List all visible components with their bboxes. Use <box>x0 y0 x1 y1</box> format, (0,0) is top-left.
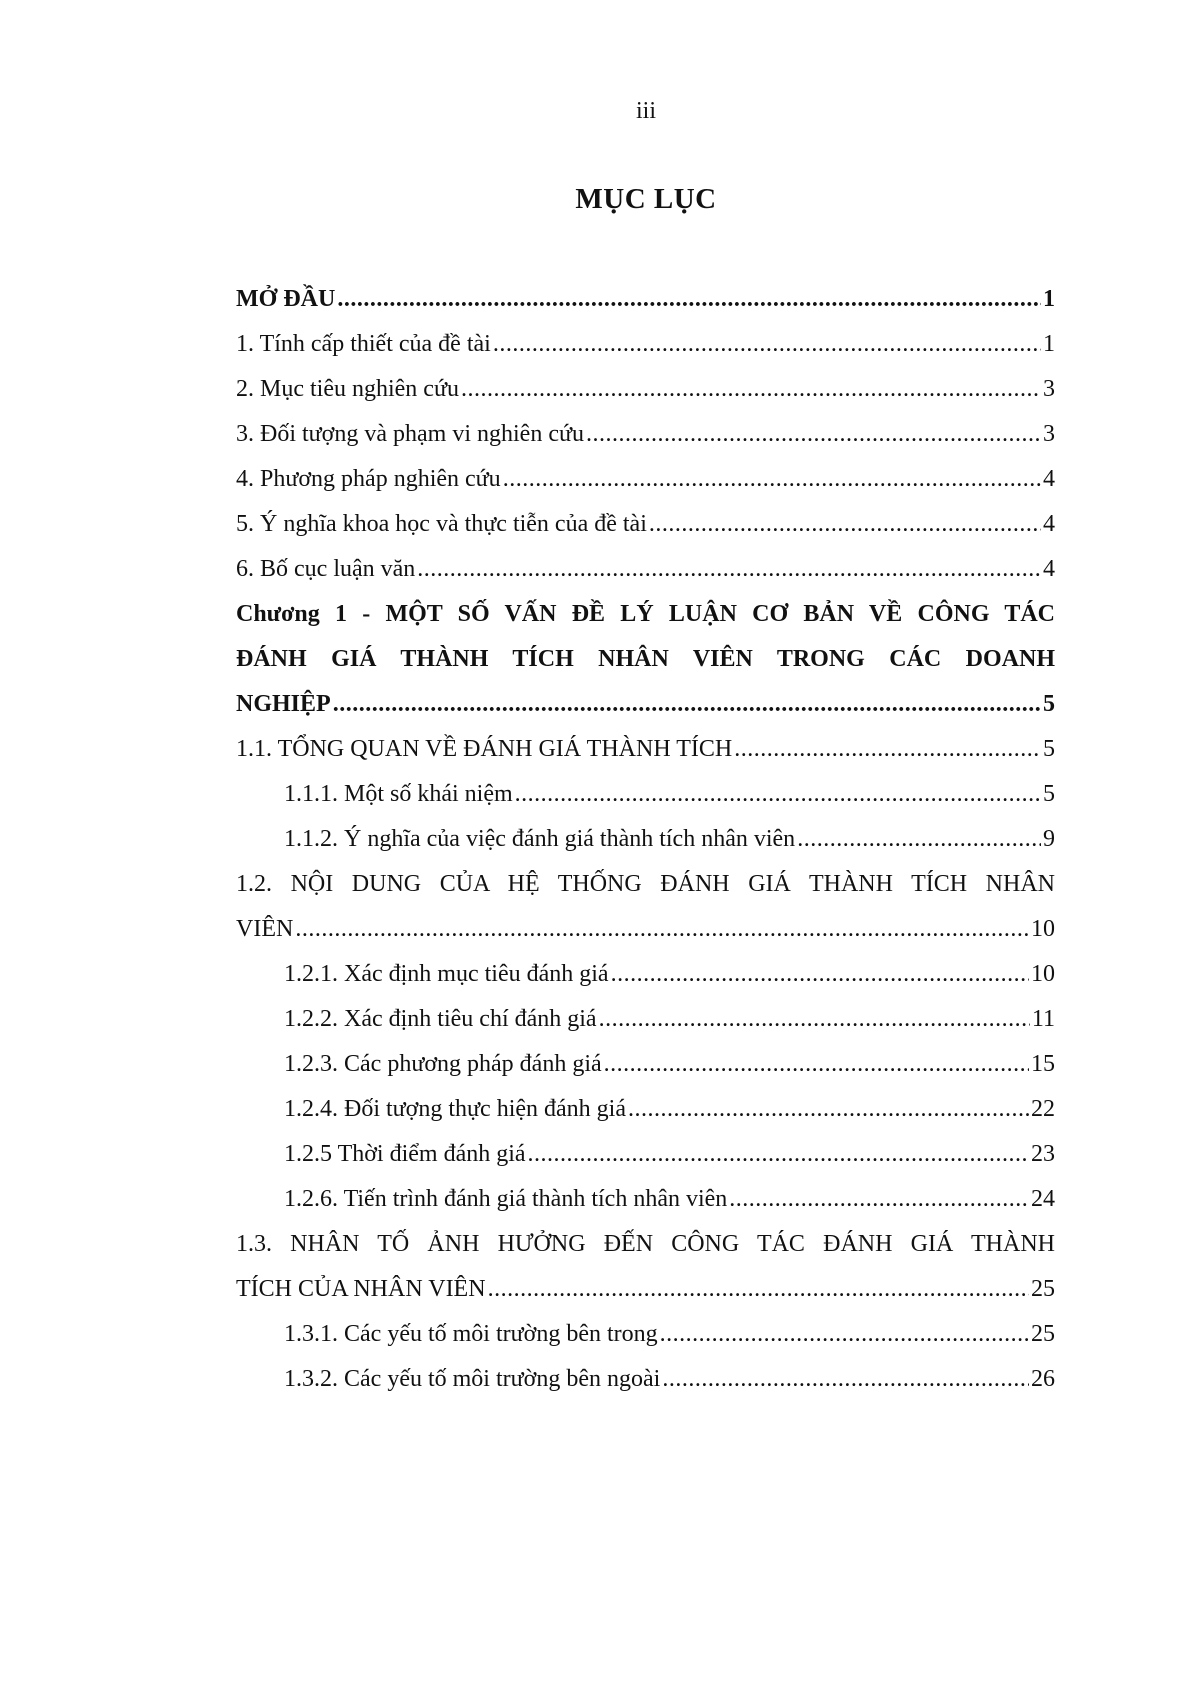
toc-entry-page: 11 <box>1031 1006 1055 1032</box>
toc-entry-page: 4 <box>1043 556 1055 582</box>
toc-entry-last-line <box>236 682 1055 727</box>
dot-leader <box>488 1267 1029 1312</box>
toc-entry-page: 23 <box>1031 1141 1055 1167</box>
toc-entry-1-3[interactable] <box>236 1222 1055 1312</box>
toc-entry-label: 1.3.1. Các yếu tố môi trường bên trong <box>284 1321 658 1347</box>
page-number: iii <box>635 98 656 124</box>
toc-entry-label: MỞ ĐẦU <box>236 286 336 312</box>
toc-entry-label: 1.1. TỔNG QUAN VỀ ĐÁNH GIÁ THÀNH TÍCH <box>236 736 733 762</box>
toc-entry-2[interactable] <box>236 367 1055 412</box>
toc-entry-last-line <box>236 907 1055 952</box>
toc-entry-label: 1.2.1. Xác định mục tiêu đánh giá <box>284 961 609 987</box>
toc-entry-last-line <box>236 1267 1055 1312</box>
toc-entry-1-2-2[interactable] <box>236 997 1055 1042</box>
toc-entry-label: 1.1.1. Một số khái niệm <box>284 781 513 807</box>
toc-entry-1[interactable] <box>236 322 1055 367</box>
dot-leader <box>797 817 1041 862</box>
toc-entry-page: 3 <box>1043 421 1055 447</box>
toc-entry-label: VIÊN <box>236 916 294 942</box>
toc-entry-page: 4 <box>1043 466 1055 492</box>
toc-entry-label: 1.2.6. Tiến trình đánh giá thành tích nhân viên <box>284 1186 728 1212</box>
toc-entry-page: 5 <box>1043 781 1055 807</box>
toc-entry-text-line: 1.2. NỘI DUNG CỦA HỆ THỐNG ĐÁNH GIÁ THÀNH TÍCH NHÂN <box>236 871 1055 897</box>
toc-entry-1-1[interactable] <box>236 727 1055 772</box>
toc-entry-text-line: 1.3. NHÂN TỐ ẢNH HƯỞNG ĐẾN CÔNG TÁC ĐÁNH GIÁ THÀNH <box>236 1231 1055 1257</box>
dot-leader <box>417 547 1041 592</box>
toc-entry-1-2-6[interactable] <box>236 1177 1055 1222</box>
toc-entry-label: 1. Tính cấp thiết của đề tài <box>236 331 491 357</box>
dot-leader <box>586 412 1041 457</box>
toc-entry-4[interactable] <box>236 457 1055 502</box>
toc-entry-page: 25 <box>1031 1276 1055 1302</box>
toc-entry-page: 15 <box>1031 1051 1055 1077</box>
dot-leader <box>493 322 1041 367</box>
toc-entry-page: 25 <box>1031 1321 1055 1347</box>
toc-entry-label: 4. Phương pháp nghiên cứu <box>236 466 501 492</box>
toc-entry-chapter-1[interactable] <box>236 592 1055 727</box>
toc-entry-page: 4 <box>1043 511 1055 537</box>
toc-entry-page: 1 <box>1043 286 1055 312</box>
toc-entry-label: 5. Ý nghĩa khoa học và thực tiễn của đề tài <box>236 511 647 537</box>
toc-entry-page: 5 <box>1043 736 1055 762</box>
dot-leader <box>660 1312 1029 1357</box>
toc-entry-label: 1.3.2. Các yếu tố môi trường bên ngoài <box>284 1366 661 1392</box>
toc-entry-1-1-2[interactable] <box>236 817 1055 862</box>
toc-entry-1-3-1[interactable] <box>236 1312 1055 1357</box>
toc-entry-label: 1.2.3. Các phương pháp đánh giá <box>284 1051 602 1077</box>
toc-entry-1-3-2[interactable] <box>236 1357 1055 1402</box>
toc-entry-1-2[interactable] <box>236 862 1055 952</box>
dot-leader <box>604 1042 1029 1087</box>
toc-entry-5[interactable] <box>236 502 1055 547</box>
dot-leader <box>337 277 1041 322</box>
toc-entry-page: 24 <box>1031 1186 1055 1212</box>
dot-leader <box>461 367 1041 412</box>
dot-leader <box>611 952 1029 997</box>
toc-entry-page: 26 <box>1031 1366 1055 1392</box>
toc-entry-page: 5 <box>1043 691 1055 717</box>
toc-entry-page: 3 <box>1043 376 1055 402</box>
dot-leader <box>503 457 1041 502</box>
toc-entry-1-1-1[interactable] <box>236 772 1055 817</box>
dot-leader <box>734 727 1041 772</box>
toc-entry-6[interactable] <box>236 547 1055 592</box>
toc-entry-page: 1 <box>1043 331 1055 357</box>
toc-entry-label: NGHIỆP <box>236 691 331 717</box>
toc-entry-label: TÍCH CỦA NHÂN VIÊN <box>236 1276 486 1302</box>
toc-entry-1-2-1[interactable] <box>236 952 1055 997</box>
dot-leader <box>628 1087 1029 1132</box>
toc-entry-page: 22 <box>1031 1096 1055 1122</box>
toc-entry-label: 1.2.4. Đối tượng thực hiện đánh giá <box>284 1096 626 1122</box>
toc-entry-text-line: ĐÁNH GIÁ THÀNH TÍCH NHÂN VIÊN TRONG CÁC DOANH <box>236 646 1055 672</box>
dot-leader <box>599 997 1030 1042</box>
toc-entry-text-line: Chương 1 - MỘT SỐ VẤN ĐỀ LÝ LUẬN CƠ BẢN VỀ CÔNG TÁC <box>236 601 1055 627</box>
toc-entry-label: 3. Đối tượng và phạm vi nghiên cứu <box>236 421 584 447</box>
dot-leader <box>295 907 1029 952</box>
toc-entry-label: 2. Mục tiêu nghiên cứu <box>236 376 459 402</box>
toc-entry-1-2-3[interactable] <box>236 1042 1055 1087</box>
toc-entry-label: 1.1.2. Ý nghĩa của việc đánh giá thành tích nhân viên <box>284 826 796 852</box>
toc-entry-mo-dau[interactable] <box>236 277 1055 322</box>
dot-leader <box>662 1357 1029 1402</box>
dot-leader <box>515 772 1041 817</box>
toc-entry-page: 9 <box>1043 826 1055 852</box>
toc-entry-label: 6. Bố cục luận văn <box>236 556 416 582</box>
toc-title: MỤC LỤC <box>575 183 717 215</box>
dot-leader <box>528 1132 1029 1177</box>
toc-entry-label: 1.2.2. Xác định tiêu chí đánh giá <box>284 1006 597 1032</box>
dot-leader <box>333 682 1041 727</box>
dot-leader <box>729 1177 1029 1222</box>
toc-entry-page: 10 <box>1031 916 1055 942</box>
toc-entry-label: 1.2.5 Thời điểm đánh giá <box>284 1141 526 1167</box>
toc-entry-1-2-4[interactable] <box>236 1087 1055 1132</box>
toc-entry-3[interactable] <box>236 412 1055 457</box>
dot-leader <box>649 502 1041 547</box>
table-of-contents <box>236 277 1055 1402</box>
toc-entry-1-2-5[interactable] <box>236 1132 1055 1177</box>
toc-entry-page: 10 <box>1031 961 1055 987</box>
